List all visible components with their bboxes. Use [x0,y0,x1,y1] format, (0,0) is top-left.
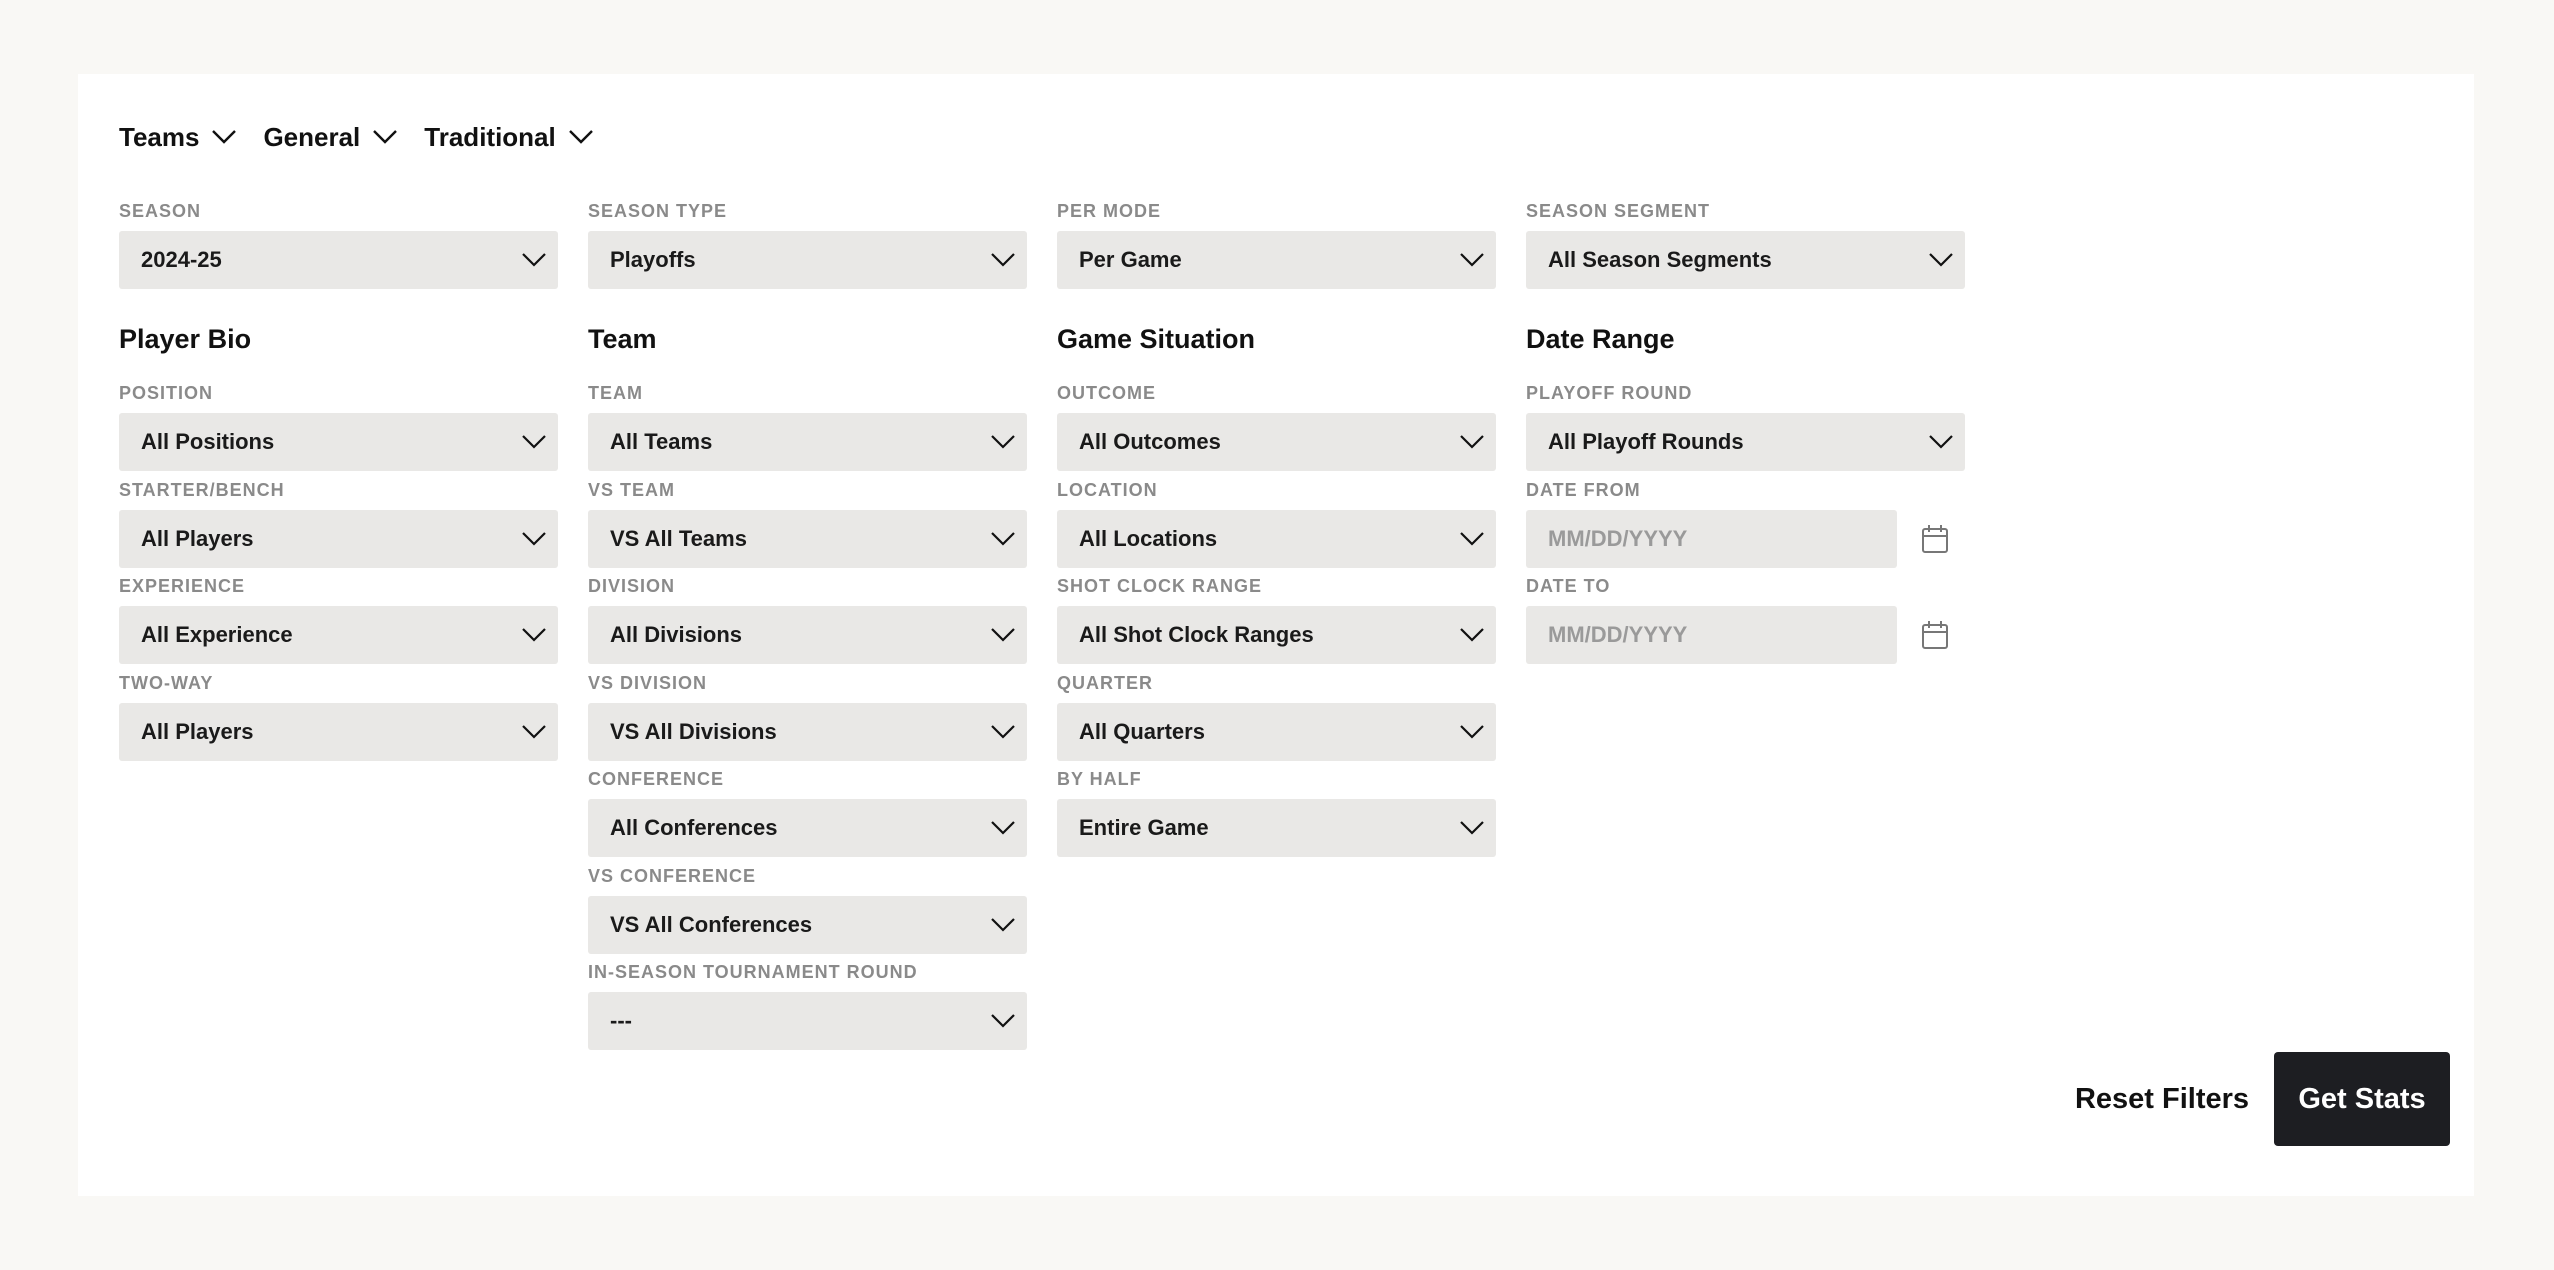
date-from-label: DATE FROM [1526,480,1641,500]
team-select[interactable] [588,413,1027,471]
vs-conference-select[interactable] [588,896,1027,954]
chevron-down-icon [991,532,1015,546]
reset-filters-button[interactable]: Reset Filters [2072,1052,2252,1146]
season-segment-label: SEASON SEGMENT [1526,201,1711,221]
outcome-select[interactable] [1057,413,1496,471]
chevron-down-icon [211,129,237,145]
two-way-value: All Players [141,719,254,744]
chevron-down-icon [991,918,1015,932]
chevron-down-icon [522,253,546,267]
date-from-input[interactable] [1526,510,1897,568]
location-select[interactable] [1057,510,1496,568]
vs-conference-label: VS CONFERENCE [588,866,757,886]
chevron-down-icon [568,129,594,145]
ist-round-value: --- [610,1008,632,1033]
date-range-title: Date Range [1526,324,1675,354]
division-label: DIVISION [588,576,676,596]
starter-bench-select[interactable] [119,510,558,568]
chevron-down-icon [522,628,546,642]
chevron-down-icon [991,821,1015,835]
experience-value: All Experience [141,622,293,647]
conference-label: CONFERENCE [588,769,725,789]
conference-value: All Conferences [610,815,778,840]
chevron-down-icon [1460,725,1484,739]
chevron-down-icon [1929,253,1953,267]
season-label: SEASON [119,201,202,221]
shot-clock-value: All Shot Clock Ranges [1079,622,1314,647]
starter-bench-label: STARTER/BENCH [119,480,285,500]
quarter-value: All Quarters [1079,719,1205,744]
vs-division-label: VS DIVISION [588,673,708,693]
nav-dropdown-label: Teams [119,121,200,152]
outcome-value: All Outcomes [1079,429,1221,454]
date-to-label: DATE TO [1526,576,1611,596]
per-mode-select[interactable] [1057,231,1496,289]
playoff-round-label: PLAYOFF ROUND [1526,383,1693,403]
team-value: All Teams [610,429,713,454]
chevron-down-icon [991,435,1015,449]
nav-dropdown-label: Traditional [424,121,556,152]
quarter-select[interactable] [1057,703,1496,761]
vs-team-label: VS TEAM [588,480,676,500]
position-value: All Positions [141,429,275,454]
starter-bench-value: All Players [141,526,254,551]
outcome-label: OUTCOME [1057,383,1156,403]
season-type-label: SEASON TYPE [588,201,728,221]
shot-clock-select[interactable] [1057,606,1496,664]
vs-team-value: VS All Teams [610,526,747,551]
calendar-icon[interactable] [1921,524,1949,554]
season-value: 2024-25 [141,247,222,272]
date-to-input[interactable] [1526,606,1897,664]
season-segment-select[interactable] [1526,231,1965,289]
shot-clock-label: SHOT CLOCK RANGE [1057,576,1262,596]
chevron-down-icon [1460,628,1484,642]
by-half-value: Entire Game [1079,815,1209,840]
division-value: All Divisions [610,622,743,647]
vs-team-select[interactable] [588,510,1027,568]
per-mode-value: Per Game [1079,247,1182,272]
vs-conference-value: VS All Conferences [610,912,813,937]
chevron-down-icon [1929,435,1953,449]
season-type-select[interactable] [588,231,1027,289]
chevron-down-icon [1460,821,1484,835]
two-way-select[interactable] [119,703,558,761]
position-label: POSITION [119,383,214,403]
by-half-label: BY HALF [1057,769,1142,789]
location-value: All Locations [1079,526,1218,551]
season-select[interactable] [119,231,558,289]
two-way-label: TWO-WAY [119,673,214,693]
chevron-down-icon [522,435,546,449]
player-bio-title: Player Bio [119,324,252,354]
chevron-down-icon [991,628,1015,642]
playoff-round-value: All Playoff Rounds [1548,429,1744,454]
team-label: TEAM [588,383,643,403]
experience-label: EXPERIENCE [119,576,246,596]
vs-division-value: VS All Divisions [610,719,777,744]
chevron-down-icon [372,129,398,145]
playoff-round-select[interactable] [1526,413,1965,471]
nav-dropdown-traditional[interactable] [424,122,593,153]
position-select[interactable] [119,413,558,471]
chevron-down-icon [1460,253,1484,267]
team-title: Team [588,324,657,354]
nav-dropdown-general[interactable] [263,122,398,153]
chevron-down-icon [991,725,1015,739]
chevron-down-icon [991,1014,1015,1028]
ist-round-label: IN-SEASON TOURNAMENT ROUND [588,962,918,982]
chevron-down-icon [522,532,546,546]
get-stats-button[interactable]: Get Stats [2274,1052,2450,1146]
vs-division-select[interactable] [588,703,1027,761]
top-nav [119,117,620,157]
per-mode-label: PER MODE [1057,201,1162,221]
chevron-down-icon [991,253,1015,267]
chevron-down-icon [1460,532,1484,546]
chevron-down-icon [522,725,546,739]
division-select[interactable] [588,606,1027,664]
nav-dropdown-label: General [263,121,361,152]
season-segment-value: All Season Segments [1548,247,1772,272]
conference-select[interactable] [588,799,1027,857]
experience-select[interactable] [119,606,558,664]
chevron-down-icon [1460,435,1484,449]
season-type-value: Playoffs [610,247,696,272]
game-situation-title: Game Situation [1057,324,1256,354]
by-half-select[interactable] [1057,799,1496,857]
calendar-icon[interactable] [1921,620,1949,650]
nav-dropdown-teams[interactable] [119,122,237,153]
quarter-label: QUARTER [1057,673,1153,693]
ist-round-select[interactable] [588,992,1027,1050]
location-label: LOCATION [1057,480,1158,500]
